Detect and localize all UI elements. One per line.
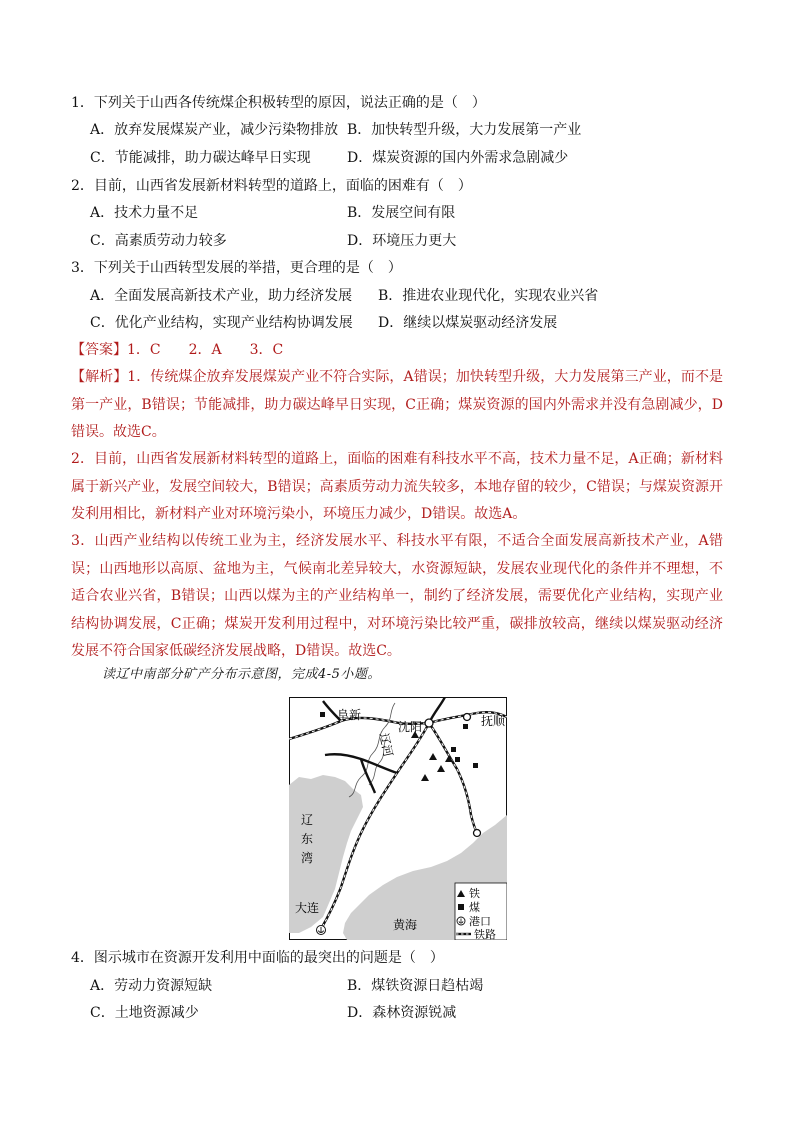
question-1-option-b: B．加快转型升级，大力发展第一产业 [347, 122, 582, 138]
question-3-option-c: C．优化产业结构，实现产业结构协调发展 [90, 315, 353, 331]
analysis-paragraph-1 [71, 364, 723, 447]
coal-symbol [320, 712, 325, 717]
liaozhongnan-mineral-map [289, 697, 507, 940]
question-3-option-b: B．推进农业现代化，实现农业兴省 [378, 288, 599, 304]
analysis-label: 【解析】 [71, 369, 128, 385]
answer-label: 【答案】 [71, 342, 127, 358]
answer-line [71, 341, 283, 359]
coal-symbol [473, 763, 478, 768]
question-3-option-a: A．全面发展高新技术产业，助力经济发展 [90, 288, 353, 304]
legend-railway-label: 铁路 [474, 928, 496, 940]
question-1-stem: 1．下列关于山西各传统煤企积极转型的原因，说法正确的是（ ） [71, 95, 486, 111]
legend-coal-icon [458, 904, 464, 910]
label-liaodong-bay-2: 东 [301, 832, 314, 846]
question-2-option-c: C．高素质劳动力较多 [90, 233, 227, 249]
shenyang-city-marker [425, 719, 433, 727]
label-shenyang: 沈阳 [398, 720, 423, 734]
question-1-option-a: A．放弃发展煤炭产业，减少污染物排放 [90, 122, 339, 138]
answer-text: 1．C 2．A 3．C [127, 342, 284, 358]
fushun-city-marker [464, 714, 471, 721]
coal-symbol [455, 757, 460, 762]
question-3-option-d: D．继续以煤炭驱动经济发展 [378, 315, 558, 331]
question-2-stem: 2．目前，山西省发展新材料转型的道路上，面临的困难有（ ） [71, 178, 472, 194]
label-liaodong-bay-3: 湾 [301, 851, 314, 865]
map-intro-text: 读辽中南部分矿产分布示意图，完成4-5小题。 [102, 667, 381, 682]
question-1-option-c: C．节能减排，助力碳达峰早日实现 [90, 150, 311, 166]
label-liaohe: 辽河 [376, 731, 396, 758]
label-liaodong-bay-1: 辽 [301, 813, 314, 827]
analysis-paragraph-2: 2．目前，山西省发展新材料转型的道路上，面临的困难有科技水平不高，技术力量不足，A正确；新材料属于新兴产业，发展空间较大，B错误；高素质劳动力流失较多，本地存留的较少，C错误；与煤炭资源开发利用相比，新材料产业对环境污染小，环境压力减少，D错误。故选A。 [71, 451, 723, 522]
question-4-option-c: C．土地资源减少 [90, 1005, 199, 1021]
label-dalian: 大连 [295, 901, 320, 915]
label-fushun: 抚顺 [481, 714, 506, 728]
legend-port-label: 港口 [469, 915, 491, 928]
coal-symbol [451, 747, 456, 752]
question-4-option-a: A．劳动力资源短缺 [90, 978, 213, 994]
question-2-option-b: B．发展空间有限 [347, 205, 456, 221]
dandong-city-marker [474, 830, 481, 837]
coal-symbol [463, 724, 468, 729]
question-2-option-d: D．环境压力更大 [347, 233, 457, 249]
question-4-stem: 4．图示城市在资源开发利用中面临的最突出的问题是（ ） [71, 950, 444, 966]
map-legend [455, 883, 507, 940]
question-4-option-b: B．煤铁资源日趋枯竭 [347, 978, 484, 994]
question-4-option-d: D．森林资源锐减 [347, 1005, 457, 1021]
legend-iron-label: 铁 [469, 887, 480, 900]
analysis-paragraph-3: 3．山西产业结构以传统工业为主，经济发展水平、科技水平有限，不适合全面发展高新技术产业，A错误；山西地形以高原、盆地为主，气候南北差异较大，水资源短缺，发展农业现代化的条件并不理想，不适合农业兴省，B错误；山西以煤为主的产业结构单一，制约了经济发展，需要优化产业结构，实现产业结构协调发展，C正确；煤炭开发利用过程中，对环境污染比较严重，碳排放较高，继续以煤炭驱动经济发展不符合国家低碳经济发展战略，D错误。故选C。 [71, 533, 723, 659]
label-yellow-sea: 黄海 [393, 918, 418, 932]
label-fuxin: 阜新 [337, 708, 362, 722]
analysis-text-1: 1．传统煤企放弃发展煤炭产业不符合实际，A错误；加快转型升级，大力发展第三产业，而不是第一产业，B错误；节能减排，助力碳达峰早日实现，C正确；煤炭资源的国内外需求并没有急剧减少，D错误。故选C。 [71, 369, 724, 440]
question-1-option-d: D．煤炭资源的国内外需求急剧减少 [347, 150, 569, 166]
question-2-option-a: A．技术力量不足 [90, 205, 199, 221]
question-3-stem: 3．下列关于山西转型发展的举措，更合理的是（ ） [71, 260, 402, 276]
legend-coal-label: 煤 [469, 901, 480, 914]
